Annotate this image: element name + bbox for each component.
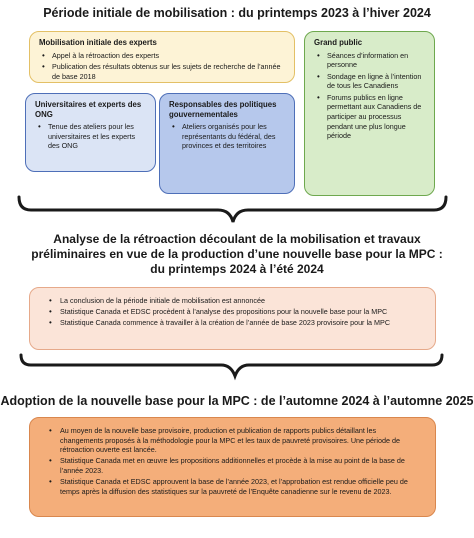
list-item: • Tenue des ateliers pour les universitaires et les experts des ONG [35,122,146,151]
public-heading: Grand public [314,38,363,47]
experts-heading: Mobilisation initiale des experts [39,38,157,47]
list-item: • Forums publics en ligne permettant aux Canadiens de participer au processus pendant une plus longue période [314,93,425,141]
adoption-list [44,426,421,496]
phase3-title: Adoption de la nouvelle base pour la MPC : de l’automne 2024 à l’automne 2025 [0,394,474,408]
list-item: • Statistique Canada et EDSC procèdent à l’analyse des propositions pour la nouvelle base pour la MPC [44,307,421,317]
list-item: • La conclusion de la période initiale de mobilisation est annoncée [44,296,421,306]
list-item: • Publication des résultats obtenus sur les sujets de recherche de l’année de base 2018 [39,62,285,81]
list-item: • Au moyen de la nouvelle base provisoire, production et publication de rapports publics détaillant les changements proposés à la méthodologie pour la MPC et les taux de pauvreté provisoires. Une période de rétroaction ouverte est lancée. [44,426,421,455]
list-item: • Statistique Canada et EDSC approuvent la base de l’année 2023, et l’approbation est rendue officielle peu de temps après la diffusion des statistiques sur la pauvreté de l’Enquête canadienne sur le revenu de 2023. [44,477,421,496]
list-item: • Statistique Canada met en œuvre les propositions additionnelles et procède à la mise au point de la base de l’année 2023. [44,456,421,475]
phase1-brace [19,197,446,222]
analyse-box [29,287,436,350]
list-item: • Statistique Canada commence à travailler à la création de l’année de base 2023 provisoire pour la MPC [44,318,421,328]
responsables-heading: Responsables des politiques gouvernementales [169,100,277,119]
list-item: • Séances d’information en personne [314,51,425,70]
phase2-brace [21,355,442,376]
phase1-title: Période initiale de mobilisation : du printemps 2023 à l’hiver 2024 [43,6,431,20]
adoption-box [29,417,436,517]
phase2-title: Analyse de la rétroaction découlant de la mobilisation et travaux préliminaires en vue de la production d’une nouvelle base pour la MPC : du printemps 2024 à l’été 2024 [31,232,443,276]
list-item: • Ateliers organisés pour les représentants du fédéral, des provinces et des territoires [169,122,285,151]
list-item: • Appel à la rétroaction des experts [39,51,285,61]
universitaires-heading: Universitaires et experts des ONG [35,100,142,119]
list-item: • Sondage en ligne à l’intention de tous les Canadiens [314,72,425,91]
analyse-list [44,296,421,328]
